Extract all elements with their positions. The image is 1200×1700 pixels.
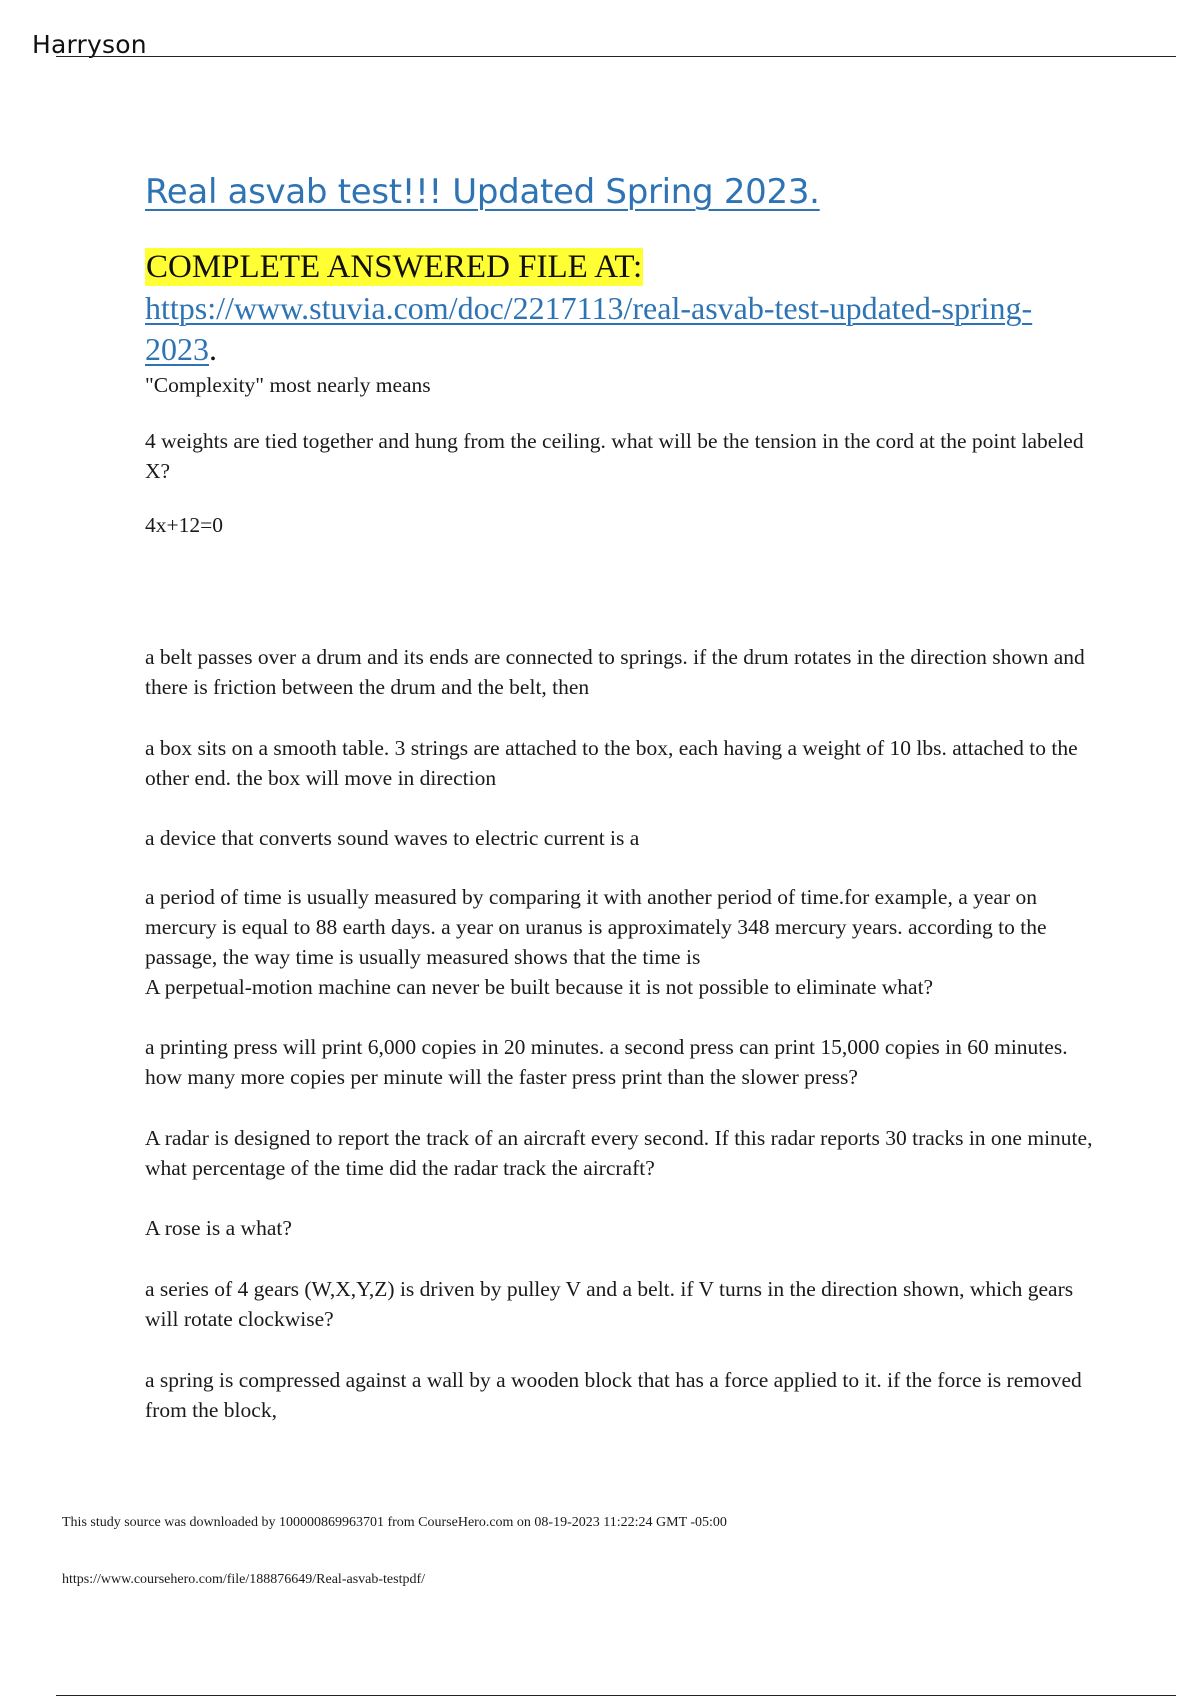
complete-answered-label: COMPLETE ANSWERED FILE AT: — [146, 249, 643, 285]
question-equation: 4x+12=0 — [145, 513, 224, 537]
footer-divider — [56, 1695, 1176, 1696]
question-time-period: a period of time is usually measured by comparing it with another period of time.for example, a year on mercury is equal to 88 earth days. a year on uranus is approximately 348 mercury years. according to the passage, the way time is usually measured shows that the time is — [145, 885, 1047, 969]
stuvia-file-link[interactable]: https://www.stuvia.com/doc/2217113/real-asvab-test-updated-spring-2023 — [145, 290, 1033, 367]
source-url[interactable]: https://www.coursehero.com/file/188876649/Real-asvab-testpdf/ — [62, 1572, 426, 1587]
question-perpetual-motion: A perpetual-motion machine can never be built because it is not possible to eliminate what? — [145, 975, 934, 999]
question-sound-device: a device that converts sound waves to electric current is a — [145, 826, 640, 850]
question-complexity: "Complexity" most nearly means — [145, 373, 431, 397]
header-divider — [56, 56, 1176, 57]
document-title[interactable]: Real asvab test!!! Updated Spring 2023. — [145, 172, 820, 212]
question-box-strings: a box sits on a smooth table. 3 strings are attached to the box, each having a weight of 10 lbs. attached to the other end. the box will move in direction — [145, 736, 1078, 790]
header-author: Harryson — [32, 30, 147, 59]
question-printing-press: a printing press will print 6,000 copies in 20 minutes. a second press can print 15,000 copies in 60 minutes. how many more copies per minute will the faster press print than the slower press? — [145, 1035, 1068, 1089]
file-link-block — [145, 288, 1075, 370]
file-link-period: . — [209, 331, 217, 367]
question-belt-drum: a belt passes over a drum and its ends are connected to springs. if the drum rotates in the direction shown and there is friction between the drum and the belt, then — [145, 645, 1085, 699]
question-radar: A radar is designed to report the track of an aircraft every second. If this radar reports 30 tracks in one minute, what percentage of the time did the radar track the aircraft? — [145, 1126, 1093, 1180]
question-gears: a series of 4 gears (W,X,Y,Z) is driven by pulley V and a belt. if V turns in the direction shown, which gears will rotate clockwise? — [145, 1277, 1074, 1331]
question-rose: A rose is a what? — [145, 1216, 292, 1240]
question-weights-tension: 4 weights are tied together and hung from the ceiling. what will be the tension in the cord at the point labeled X? — [145, 429, 1084, 483]
question-spring: a spring is compressed against a wall by a wooden block that has a force applied to it. if the force is removed from the block, — [145, 1368, 1082, 1422]
download-note: This study source was downloaded by 100000869963701 from CourseHero.com on 08-19-2023 11:22:24 GMT -05:00 — [62, 1515, 727, 1530]
